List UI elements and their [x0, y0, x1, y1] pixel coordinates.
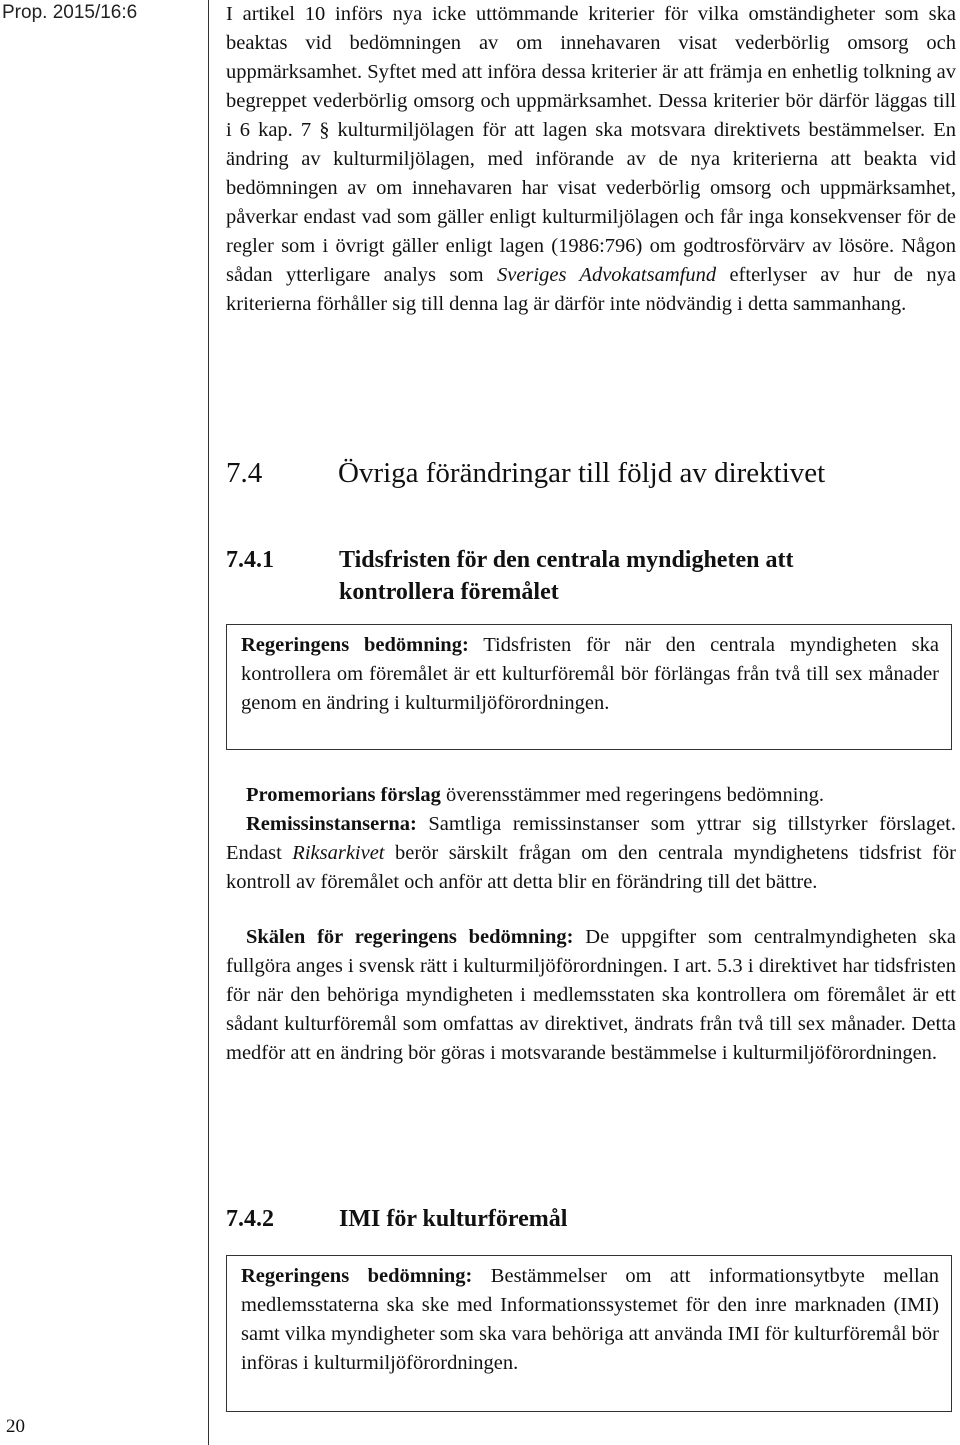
section-heading-7-4 — [226, 456, 825, 490]
assessment-text: Tidsfristen för när den centrala myndigheten ska kontrollera om föremålet är ett kulturföremål bör förlängas från två till sex månader genom en ändring i kulturmiljöförordningen. — [241, 634, 939, 714]
subsection-number: 7.4.2 — [226, 1206, 274, 1232]
consultation-text-end: berör särskilt frågan om den centrala myndighetens tidsfrist för kontroll av föremålet och anför att detta blir en förändring till det bättre. — [226, 842, 956, 893]
subsection-title-line2: kontrollera föremålet — [339, 579, 559, 605]
reasons-text: De uppgifter som centralmyndigheten ska fullgöra anges i svensk rätt i kulturmiljöförordningen. I art. 5.3 i direktivet har tidsfristen för när den behöriga myndigheten i medlemsstaten ska kontrollera om föremålet är ett sådant kulturföremål som omfattas av direktivet, ändrats från två till sex månader. Detta medför att en ändring bör göras i motsvarande bestämmelse i kulturmiljöförordningen. — [226, 926, 956, 1064]
page-number: 20 — [6, 1416, 25, 1437]
memo-text: överensstämmer med regeringens bedömning. — [440, 784, 825, 806]
consultation-italic-ref: Riksarkivet — [292, 842, 385, 864]
assessment-label: Regeringens bedömning: — [241, 634, 469, 656]
memo-proposal-paragraph — [226, 781, 956, 810]
subsection-title: IMI för kulturföremål — [339, 1206, 568, 1232]
intro-paragraph — [226, 0, 956, 319]
assessment-label: Regeringens bedömning: — [241, 1265, 473, 1287]
reasons-paragraph — [226, 923, 956, 1068]
intro-italic-ref: Sveriges Advokatsamfund — [496, 264, 717, 286]
subsection-title-line1: Tidsfristen för den centrala myndigheten att — [339, 547, 794, 573]
assessment-text: Bestämmelser om att informationsytbyte mellan medlemsstaterna ska ske med Informationssystemet för den inre marknaden (IMI) samt vilka myndigheter som ska vara behöriga att använda IMI för kulturföremål bör införas i kulturmiljöförordningen. — [241, 1265, 940, 1374]
margin-rule — [208, 0, 209, 1445]
assessment-box-7-4-2 — [226, 1255, 952, 1412]
subsection-number: 7.4.1 — [226, 547, 274, 573]
document-reference: Prop. 2015/16:6 — [2, 2, 138, 23]
assessment-box-7-4-1 — [226, 624, 952, 750]
consultation-paragraph — [226, 810, 956, 897]
section-title: Övriga förändringar till följd av direktivet — [338, 457, 826, 489]
reasons-label: Skälen för regeringens bedömning: — [246, 926, 574, 948]
consultation-label: Remissinstanserna: — [246, 813, 417, 835]
intro-text-end: efterlyser av hur de nya kriterierna förhåller sig till denna lag är därför inte nödvändig i detta sammanhang. — [226, 264, 956, 315]
intro-text: I artikel 10 införs nya icke uttömmande kriterier för vilka omständigheter som ska beaktas vid bedömningen av om innehavaren visat vederbörlig omsorg och uppmärksamhet. Syftet med att införa dessa kriterier är att främja en enhetlig tolkning av begreppet vederbörlig omsorg och uppmärksamhet. Dessa kriterier bör därför läggas till i 6 kap. 7 § kulturmiljölagen för att lagen ska motsvara direktivets bestämmelser. En ändring av kulturmiljölagen, med införande av de nya kriterierna att beakta vid bedömningen av om innehavaren har visat vederbörlig omsorg och uppmärksamhet, påverkar endast vad som gäller enligt kulturmiljölagen och får inga konsekvenser för de regler som i övrigt gäller enligt lagen (1986:796) om godtrosförvärv av lösöre. Någon sådan ytterligare analys som — [226, 3, 956, 286]
memo-label: Promemorians förslag — [246, 784, 441, 806]
consultation-text: Samtliga remissinstanser som yttrar sig tillstyrker förslaget. Endast — [226, 813, 956, 864]
section-number: 7.4 — [226, 457, 263, 489]
